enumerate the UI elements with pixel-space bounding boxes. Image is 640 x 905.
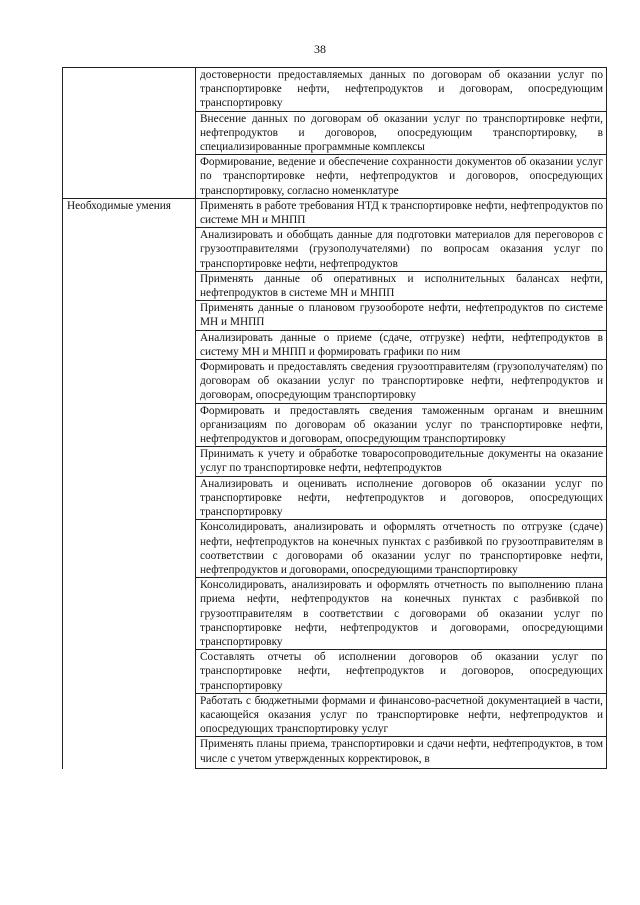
table-row: [63, 198, 607, 227]
table-cell: Анализировать данные о приеме (сдаче, отгрузке) нефти, нефтепродуктов в систему МН и МНПП и формировать графики по ним: [196, 330, 607, 359]
table-row: [63, 68, 607, 112]
section-label-empty: [63, 68, 196, 199]
table-cell: Формировать и предоставлять сведения грузоотправителям (грузополучателям) по договорам об оказании услуг по транспортировке нефти, нефтепродуктов и договорам, опосредующим транспортировку: [196, 360, 607, 404]
table-cell: Применять планы приема, транспортировки и сдачи нефти, нефтепродуктов, в том числе с учетом утвержденных корректировок, в: [196, 737, 607, 769]
table-cell: Формировать и предоставлять сведения таможенным органам и внешним организациям по договорам об оказании услуг по транспортировке нефти, нефтепродуктов и договорам, опосредующим транспортировку: [196, 403, 607, 447]
table-cell: Анализировать и обобщать данные для подготовки материалов для переговоров с грузоотправителями (грузополучателями) по вопросам оказания услуг по транспортировке нефти, нефтепродуктов: [196, 228, 607, 272]
table-cell: Внесение данных по договорам об оказании услуг по транспортировке нефти, нефтепродуктов и договоров, опосредующим транспортировку, в специализированные программные комплексы: [196, 111, 607, 155]
table-cell: достоверности предоставляемых данных по договорам об оказании услуг по транспортировке нефти, нефтепродуктов и договорам, опосредующим транспортировку: [196, 68, 607, 112]
table-cell: Применять в работе требования НТД к транспортировке нефти, нефтепродуктов по системе МН и МНПП: [196, 198, 607, 227]
table-cell: Составлять отчеты об исполнении договоров об оказании услуг по транспортировке нефти, нефтепродуктов и договоров, опосредующих транспортировку: [196, 650, 607, 694]
table-cell: Применять данные о плановом грузообороте нефти, нефтепродуктов по системе МН и МНПП: [196, 301, 607, 330]
table-cell: Работать с бюджетными формами и финансово-расчетной документацией в части, касающейся оказания услуг по транспортировке нефти, нефтепродуктов и опосредующих транспортировку услуг: [196, 693, 607, 737]
table-cell: Анализировать и оценивать исполнение договоров об оказании услуг по транспортировке нефти, нефтепродуктов и договоров, опосредующих транспортировку: [196, 476, 607, 520]
table-cell: Консолидировать, анализировать и оформлять отчетность по выполнению плана приема нефти, нефтепродуктов на конечных пунктах с разбивкой по грузоотправителям в соответствии с договорами об оказании услуг по транспортировке нефти, нефтепродуктов и договорами, опосредующими транспортировку: [196, 578, 607, 650]
table-cell: Формирование, ведение и обеспечение сохранности документов об оказании услуг по транспортировке нефти, нефтепродуктов и договоров, опосредующих транспортировку, согласно номенклатуре: [196, 155, 607, 199]
table-cell: Принимать к учету и обработке товаросопроводительные документы на оказание услуг по транспортировке нефти, нефтепродуктов: [196, 447, 607, 476]
requirements-table: [62, 67, 607, 769]
table-cell: Консолидировать, анализировать и оформлять отчетность по отгрузке (сдаче) нефти, нефтепродуктов на конечных пунктах с разбивкой по грузоотправителям в соответствии с договорами об оказании услуг по транспортировке нефти, нефтепродуктов и договорами, опосредующими транспортировку: [196, 520, 607, 578]
page-number: 38: [314, 42, 326, 56]
table-cell: Применять данные об оперативных и исполнительных балансах нефти, нефтепродуктов в системе МН и МНПП: [196, 271, 607, 300]
section-label-skills: Необходимые умения: [63, 198, 196, 769]
